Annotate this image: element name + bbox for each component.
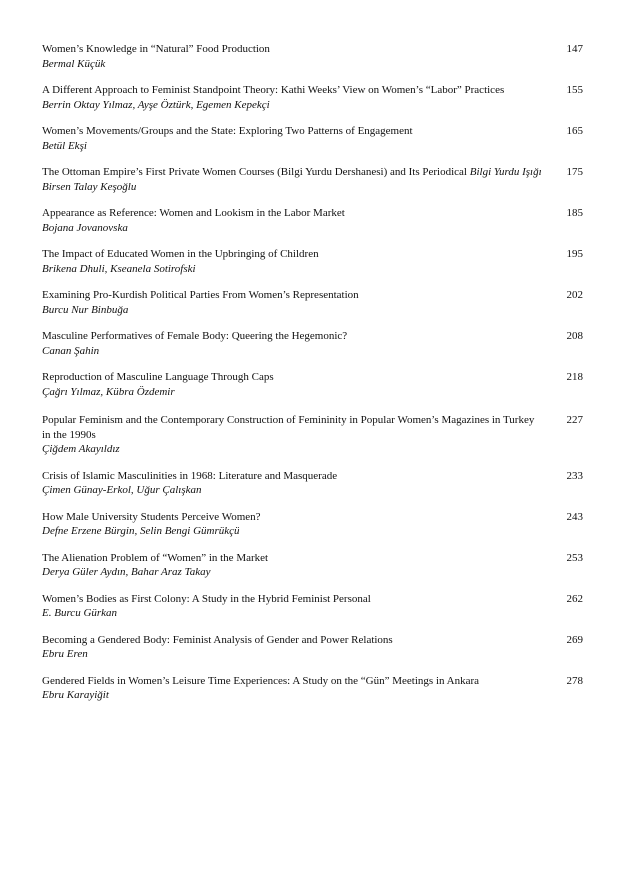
entry-page-number: 262 <box>566 592 583 605</box>
entry-page-number: 243 <box>566 510 583 523</box>
entry-authors: Bojana Jovanovska <box>42 221 128 234</box>
entry-authors: Brikena Dhuli, Kseanela Sotirofski <box>42 262 196 275</box>
entry-title: Gendered Fields in Women’s Leisure Time Experiences: A Study on the “Gün” Meetings in Ankara <box>42 674 480 687</box>
toc-entry[interactable] <box>42 370 583 399</box>
entry-authors: Derya Güler Aydın, Bahar Araz Takay <box>42 566 211 578</box>
entry-authors: Ebru Karayiğit <box>42 689 109 701</box>
entry-authors: Birsen Talay Keşoğlu <box>42 180 137 193</box>
entry-title: The Alienation Problem of “Women” in the Market <box>42 551 269 564</box>
entry-title: The Impact of Educated Women in the Upbringing of Children <box>42 248 319 260</box>
entry-page-number: 278 <box>566 674 583 687</box>
toc-entry[interactable] <box>42 510 583 539</box>
toc-entry[interactable] <box>42 329 583 358</box>
entry-page-number: 253 <box>566 551 583 564</box>
entry-authors: Çiğdem Akayıldız <box>42 443 120 455</box>
entry-page-number: 233 <box>566 469 583 482</box>
toc-entry[interactable] <box>42 247 583 276</box>
entry-title: Women’s Movements/Groups and the State: Exploring Two Patterns of Engagement <box>42 125 413 137</box>
entry-title: Examining Pro-Kurdish Political Parties From Women’s Representation <box>42 289 359 301</box>
toc-entry[interactable] <box>42 124 583 153</box>
toc-entry[interactable] <box>42 469 583 498</box>
entry-title: Crisis of Islamic Masculinities in 1968: Literature and Masquerade <box>42 469 338 482</box>
entry-page-number: 165 <box>566 125 583 137</box>
entry-page-number: 185 <box>566 207 583 219</box>
entry-page-number: 227 <box>566 414 583 426</box>
entry-page-number: 202 <box>566 289 583 301</box>
entry-page-number: 269 <box>566 633 583 646</box>
toc-entry[interactable] <box>42 674 583 703</box>
entry-authors: Bermal Küçük <box>42 57 106 70</box>
entry-page-number: 195 <box>566 248 583 260</box>
toc-entry[interactable] <box>42 83 583 112</box>
entry-title: Women’s Bodies as First Colony: A Study in the Hybrid Feminist Personal <box>42 592 371 605</box>
entry-page-number: 208 <box>566 330 583 342</box>
entry-title: The Ottoman Empire’s First Private Women Courses (Bilgi Yurdu Dershanesi) and Its Periodical Bilgi Yurdu Işığı <box>42 166 542 178</box>
entry-title: Reproduction of Masculine Language Through Caps <box>42 371 274 383</box>
entry-authors: Berrin Oktay Yılmaz, Ayşe Öztürk, Egemen Kepekçi <box>42 98 270 111</box>
entry-title: Appearance as Reference: Women and Lookism in the Labor Market <box>42 207 345 219</box>
entry-authors: Çağrı Yılmaz, Kübra Özdemir <box>42 385 175 398</box>
entry-title: Masculine Performatives of Female Body: Queering the Hegemonic? <box>42 330 348 342</box>
entry-authors: Defne Erzene Bürgin, Selin Bengi Gümrükçü <box>42 525 240 537</box>
entry-authors: Betül Ekşi <box>42 139 87 152</box>
entry-title: A Different Approach to Feminist Standpoint Theory: Kathi Weeks’ View on Women’s “Labor” Practices <box>42 84 505 96</box>
entry-authors: E. Burcu Gürkan <box>42 607 118 619</box>
toc-entry[interactable] <box>42 592 583 621</box>
toc-entry[interactable] <box>42 551 583 580</box>
entry-page-number: 175 <box>566 166 583 178</box>
toc-entry[interactable] <box>42 633 583 662</box>
entry-title: Women’s Knowledge in “Natural” Food Production <box>42 43 270 55</box>
entry-authors: Ebru Eren <box>42 648 88 660</box>
toc-entry[interactable] <box>42 206 583 235</box>
entry-authors: Burcu Nur Binbuğa <box>42 303 129 316</box>
entry-authors: Canan Şahin <box>42 344 100 357</box>
toc-entry[interactable] <box>42 42 583 71</box>
entry-authors: Çimen Günay-Erkol, Uğur Çalışkan <box>42 484 202 496</box>
entry-page-number: 147 <box>566 43 583 55</box>
table-of-contents <box>42 42 583 715</box>
entry-title: How Male University Students Perceive Women? <box>42 510 261 523</box>
toc-entry[interactable] <box>42 413 583 457</box>
entry-title: Popular Feminism and the Contemporary Construction of Femininity in Popular Women’s Magazines in Turkey in the 1990s <box>42 414 535 441</box>
toc-entry[interactable] <box>42 288 583 317</box>
toc-entry[interactable] <box>42 165 583 194</box>
entry-title: Becoming a Gendered Body: Feminist Analysis of Gender and Power Relations <box>42 633 393 646</box>
entry-page-number: 155 <box>566 84 583 96</box>
entry-page-number: 218 <box>566 371 583 383</box>
